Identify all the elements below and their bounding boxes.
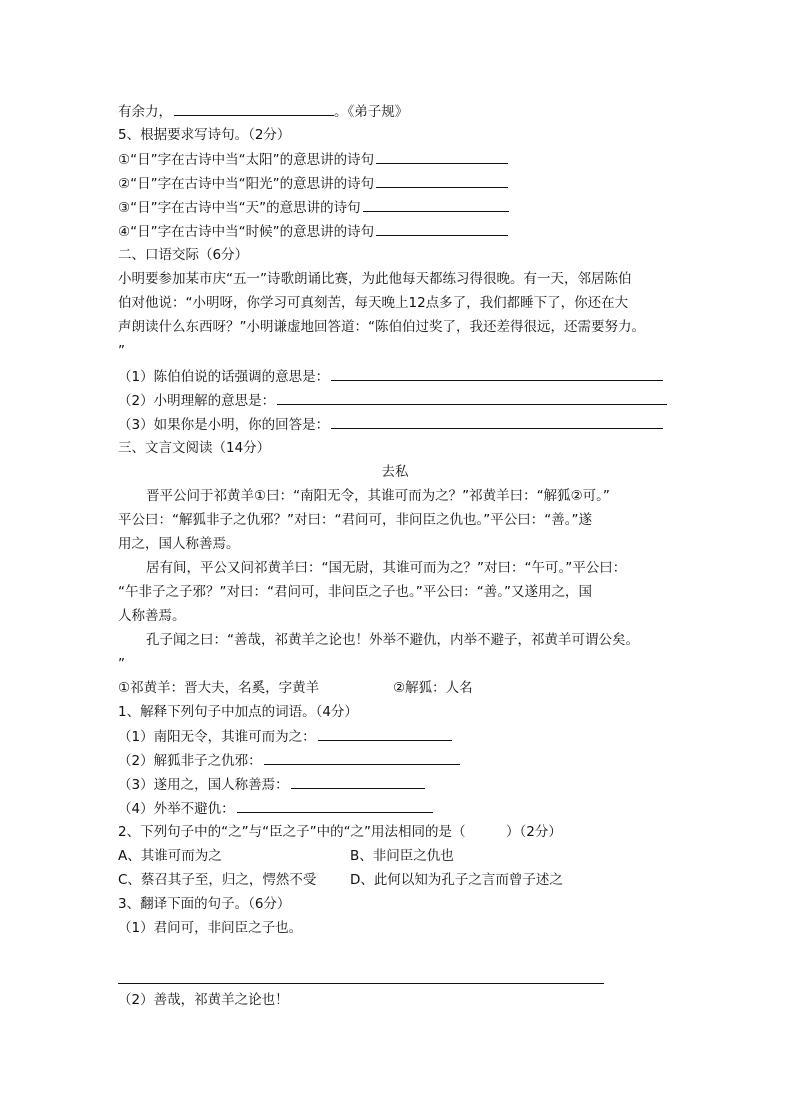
q5-item-1 [118, 149, 508, 170]
text: （2）小明理解的意思是： [118, 393, 276, 409]
section-2-q1 [118, 366, 663, 387]
passage-line: 孔子闻之曰：“善哉，祁黄羊之论也！外举不避仇，内举不避子，祁黄羊可谓公矣。 [146, 632, 639, 648]
section-2-passage-line: 声朗读什么东西呀？”小明谦虚地回答道：“陈伯伯过奖了，我还差得很远，还需要努力。 [118, 319, 645, 335]
passage-line: “午非子之子邪？”对曰：“君问可，非问臣之子也。”平公曰：“善。”又遂用之，国 [118, 584, 592, 600]
text: （1）南阳无令，其谁可而为之： [118, 729, 316, 745]
text: （3）遂用之，国人称善焉： [118, 777, 289, 793]
q1-item-1 [118, 726, 452, 747]
answer-blank[interactable] [291, 774, 425, 789]
passage-line: 人称善焉。 [118, 608, 186, 624]
q2-option-b[interactable]: B、非问臣之仇也 [350, 848, 454, 864]
answer-blank[interactable] [331, 366, 663, 381]
answer-blank[interactable] [174, 101, 334, 116]
text: （1）陈伯伯说的话强调的意思是： [118, 369, 330, 385]
passage-title: 去私 [381, 464, 409, 480]
answer-blank[interactable] [237, 798, 433, 813]
answer-blank[interactable] [264, 750, 460, 765]
passage-line: 晋平公问于祁黄羊①曰：“南阳无令，其谁可而为之？”祁黄羊曰：“解狐②可。” [146, 488, 610, 504]
passage-line: 平公曰：“解狐非子之仇邪？”对曰：“君问可，非问臣之仇也。”平公曰：“善。”遂 [118, 512, 592, 528]
section-2-passage-line: 伯对他说：“小明呀，你学习可真刻苦，每天晚上12点多了，我们都睡下了，你还在大 [118, 295, 629, 311]
text: ④“日”字在古诗中当“时候”的意思讲的诗句 [118, 224, 375, 240]
text: ②“日”字在古诗中当“阳光”的意思讲的诗句 [118, 176, 375, 192]
section-2-passage-line: ” [118, 343, 125, 359]
q2-option-a[interactable]: A、其谁可而为之 [118, 848, 222, 864]
q3-item-1: （1）君问可，非问臣之子也。 [118, 920, 303, 936]
answer-blank[interactable] [376, 173, 508, 188]
line-top [118, 101, 408, 122]
text: （3）如果你是小明，你的回答是： [118, 417, 330, 433]
section-2-q2 [118, 390, 667, 411]
footnote-1: ①祁黄羊：晋大夫，名奚，字黄羊 [118, 680, 320, 696]
footnote-2: ②解狐：人名 [393, 680, 473, 696]
text: 。《弟子规》 [334, 104, 409, 120]
q1-item-3 [118, 774, 425, 795]
answer-blank[interactable] [363, 197, 509, 212]
q1-item-2 [118, 750, 460, 771]
q2-option-c[interactable]: C、蔡召其子至，归之，愕然不受 [118, 872, 317, 888]
answer-line[interactable] [118, 983, 604, 984]
answer-blank[interactable] [331, 414, 663, 429]
q5-item-4 [118, 221, 508, 242]
text: ①“日”字在古诗中当“太阳”的意思讲的诗句 [118, 152, 375, 168]
text: （2）解狐非子之仇邪： [118, 753, 262, 769]
q2-title: 2、下列句子中的“之”与“臣之子”中的“之”用法相同的是（ ）（2分） [118, 824, 562, 840]
answer-blank[interactable] [277, 390, 667, 405]
q3-item-2: （2）善哉，祁黄羊之论也！ [118, 992, 289, 1008]
text: ③“日”字在古诗中当“天”的意思讲的诗句 [118, 200, 361, 216]
text: （4）外举不避仇： [118, 801, 235, 817]
answer-blank[interactable] [376, 149, 508, 164]
answer-blank[interactable] [318, 726, 452, 741]
q2-option-d[interactable]: D、此何以知为孔子之言而曾子述之 [350, 872, 563, 888]
answer-blank[interactable] [376, 221, 508, 236]
q5-title: 5、根据要求写诗句。（2分） [118, 127, 291, 143]
q3-title: 3、翻译下面的句子。（6分） [118, 896, 291, 912]
passage-line: 用之，国人称善焉。 [118, 536, 240, 552]
passage-line: ” [118, 656, 125, 672]
section-2-passage-line: 小明要参加某市庆“五一”诗歌朗诵比赛，为此他每天都练习得很晚。有一天，邻居陈伯 [118, 271, 632, 287]
passage-line: 居有间，平公又问祁黄羊曰：“国无尉，其谁可而为之？”对曰：“午可。”平公曰： [146, 560, 627, 576]
q5-item-2 [118, 173, 508, 194]
text: 有余力， [118, 104, 172, 120]
q5-item-3 [118, 197, 509, 218]
section-2-title: 二、口语交际（6分） [118, 247, 249, 263]
q1-title: 1、解释下列句子中加点的词语。（4分） [118, 704, 358, 720]
section-3-title: 三、文言文阅读（14分） [118, 440, 271, 456]
section-2-q3 [118, 414, 663, 435]
q1-item-4 [118, 798, 433, 819]
